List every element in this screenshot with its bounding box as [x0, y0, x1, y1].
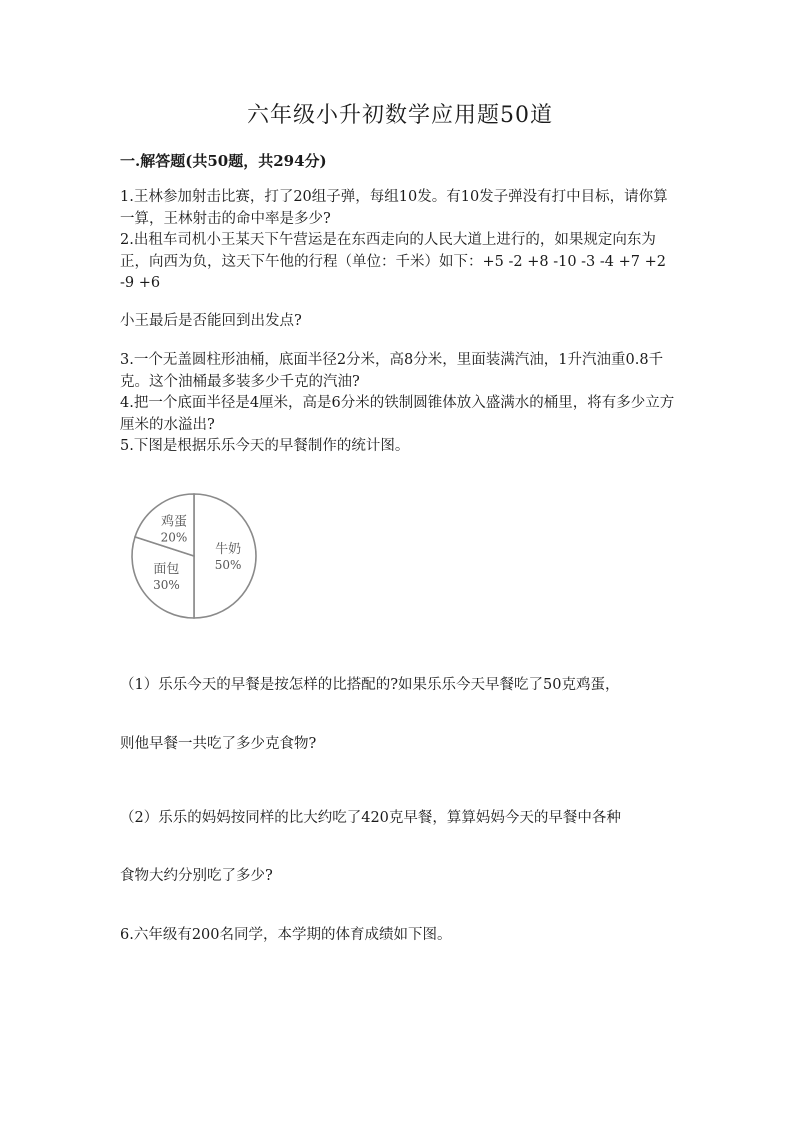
question-4: 4.把一个底面半径是4厘米，高是6分米的铁制圆锥体放入盛满水的桶里，将有多少立方厘米的水溢出?	[120, 395, 675, 433]
pie-label-bread: 面包	[153, 562, 180, 578]
pie-percent-bread: 30%	[153, 578, 180, 593]
question-3: 3.一个无盖圆柱形油桶，底面半径2分米，高8分米，里面装满汽油，1升汽油重0.8千克。这个油桶最多装多少千克的汽油?	[120, 352, 664, 390]
question-5-part2-line1: （2）乐乐的妈妈按同样的比大约吃了420克早餐，算算妈妈今天的早餐中各种	[120, 810, 621, 826]
question-2: 2.出租车司机小王某天下午营运是在东西走向的人民大道上进行的，如果规定向东为正，向西为负，这天下午他的行程（单位：千米）如下：+5 -2 +8 -10 -3 -4 +7 +2 -9 +6	[120, 232, 666, 291]
question-5: 5.下图是根据乐乐今天的早餐制作的统计图。	[120, 438, 410, 454]
pie-percent-egg: 20%	[160, 530, 188, 545]
page-title: 六年级小升初数学应用题50道	[247, 103, 553, 128]
question-5-part2-line2: 食物大约分别吃了多少?	[120, 868, 273, 884]
question-2-followup: 小王最后是否能回到出发点?	[120, 313, 302, 329]
pie-label-egg: 鸡蛋	[160, 514, 187, 530]
pie-label-milk: 牛奶	[215, 542, 242, 557]
breakfast-pie-chart	[118, 490, 278, 630]
question-1: 1.王林参加射击比赛，打了20组子弹，每组10发。有10发子弹没有打中目标，请你算一算，王林射击的命中率是多少?	[120, 189, 668, 227]
question-5-part1-line1: （1）乐乐今天的早餐是按怎样的比搭配的?如果乐乐今天早餐吃了50克鸡蛋，	[120, 677, 620, 693]
question-5-part1-line2: 则他早餐一共吃了多少克食物?	[120, 736, 317, 752]
section-heading: 一.解答题(共50题，共294分)	[120, 152, 327, 170]
pie-percent-milk: 50%	[214, 558, 242, 572]
question-6: 6.六年级有200名同学，本学期的体育成绩如下图。	[120, 927, 452, 943]
